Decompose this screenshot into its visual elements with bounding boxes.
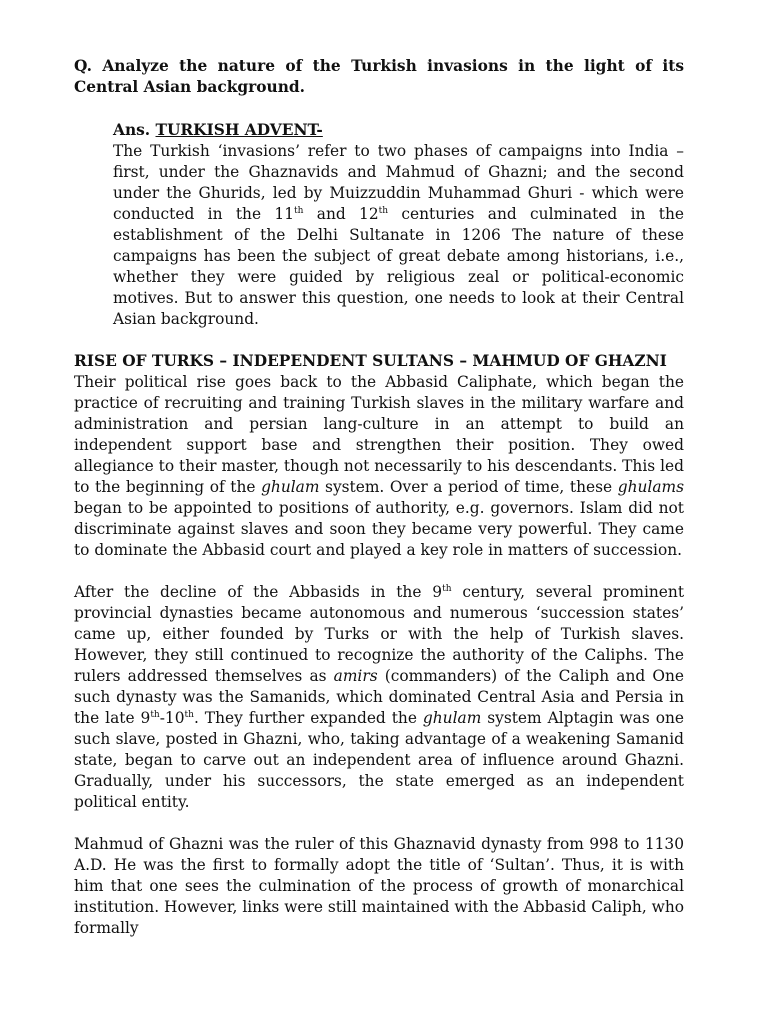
italic-term: ghulam bbox=[261, 478, 320, 496]
text-run: system. Over a period of time, these bbox=[319, 478, 618, 496]
text-run: (commanders) of the Caliph and One such dynasty was the Samanids, which dominated Central Asia and Persia in the late 9 bbox=[74, 667, 684, 727]
answer-title: TURKISH ADVENT- bbox=[155, 121, 323, 139]
superscript: th bbox=[184, 709, 194, 720]
text-run: . They further expanded the bbox=[193, 709, 423, 727]
answer-heading bbox=[113, 121, 323, 139]
answer-text: and 12 bbox=[303, 205, 379, 223]
answer-block bbox=[113, 120, 684, 330]
section-heading: RISE OF TURKS – INDEPENDENT SULTANS – MAHMUD OF GHAZNI bbox=[74, 352, 667, 370]
paragraph-2 bbox=[74, 582, 684, 813]
text-run: began to be appointed to positions of authority, e.g. governors. Islam did not discriminate against slaves and soon they became very powerful. They came to dominate the Abbasid court and played a key role in matters of succession. bbox=[74, 499, 684, 559]
italic-term: amirs bbox=[333, 667, 378, 685]
italic-term: ghulams bbox=[617, 478, 684, 496]
text-run: system Alptagin was one such slave, posted in Ghazni, who, taking advantage of a weakening Samanid state, began to carve out an independent area of influence around Ghazni. Gradually, under his successors, the state emerged as an independent political entity. bbox=[74, 709, 684, 811]
italic-term: ghulam bbox=[422, 709, 482, 727]
text-run: -10 bbox=[159, 709, 185, 727]
document-page bbox=[74, 56, 684, 939]
answer-text: centuries and culminated in the establishment of the Delhi Sultanate in 1206 The nature of these campaigns has been the subject of great debate among historians, i.e., whether they were guided by religious zeal or political-economic motives. But to answer this question, one needs to look at their Central Asian background. bbox=[113, 205, 684, 328]
question-heading: Q. Analyze the nature of the Turkish invasions in the light of its Central Asian background. bbox=[74, 57, 684, 96]
answer-paragraph bbox=[113, 120, 684, 330]
answer-label: Ans. bbox=[113, 121, 151, 139]
superscript: th bbox=[442, 583, 452, 594]
superscript: th bbox=[294, 205, 304, 216]
paragraph-1 bbox=[74, 372, 684, 561]
superscript: th bbox=[378, 205, 389, 216]
text-run: Their political rise goes back to the Abbasid Caliphate, which began the practice of recruiting and training Turkish slaves in the military warfare and administration and persian lang-culture in an attempt to build an independent support base and strengthen their position. They owed allegiance to their master, though not necessarily to his descendants. This led to the beginning of the bbox=[74, 373, 684, 496]
superscript: th bbox=[150, 709, 160, 720]
answer-text: The Turkish ‘invasions’ refer to two phases of campaigns into India – first, under the Ghaznavids and Mahmud of Ghazni; and the second under the Ghurids, led by Muizzuddin Muhammad Ghuri - which were conducted in the 11 bbox=[113, 142, 684, 223]
paragraph-3: Mahmud of Ghazni was the ruler of this Ghaznavid dynasty from 998 to 1130 A.D. He was the first to formally adopt the title of ‘Sultan’. Thus, it is with him that one sees the culmination of the process of growth of monarchical institution. However, links were still maintained with the Abbasid Caliph, who formally bbox=[74, 835, 684, 937]
text-run: After the decline of the Abbasids in the 9 bbox=[74, 583, 443, 601]
text-run: century, several prominent provincial dynasties became autonomous and numerous ‘succession states’ came up, either founded by Turks or with the help of Turkish slaves. However, they still continued to recognize the authority of the Caliphs. The rulers addressed themselves as bbox=[74, 583, 685, 685]
